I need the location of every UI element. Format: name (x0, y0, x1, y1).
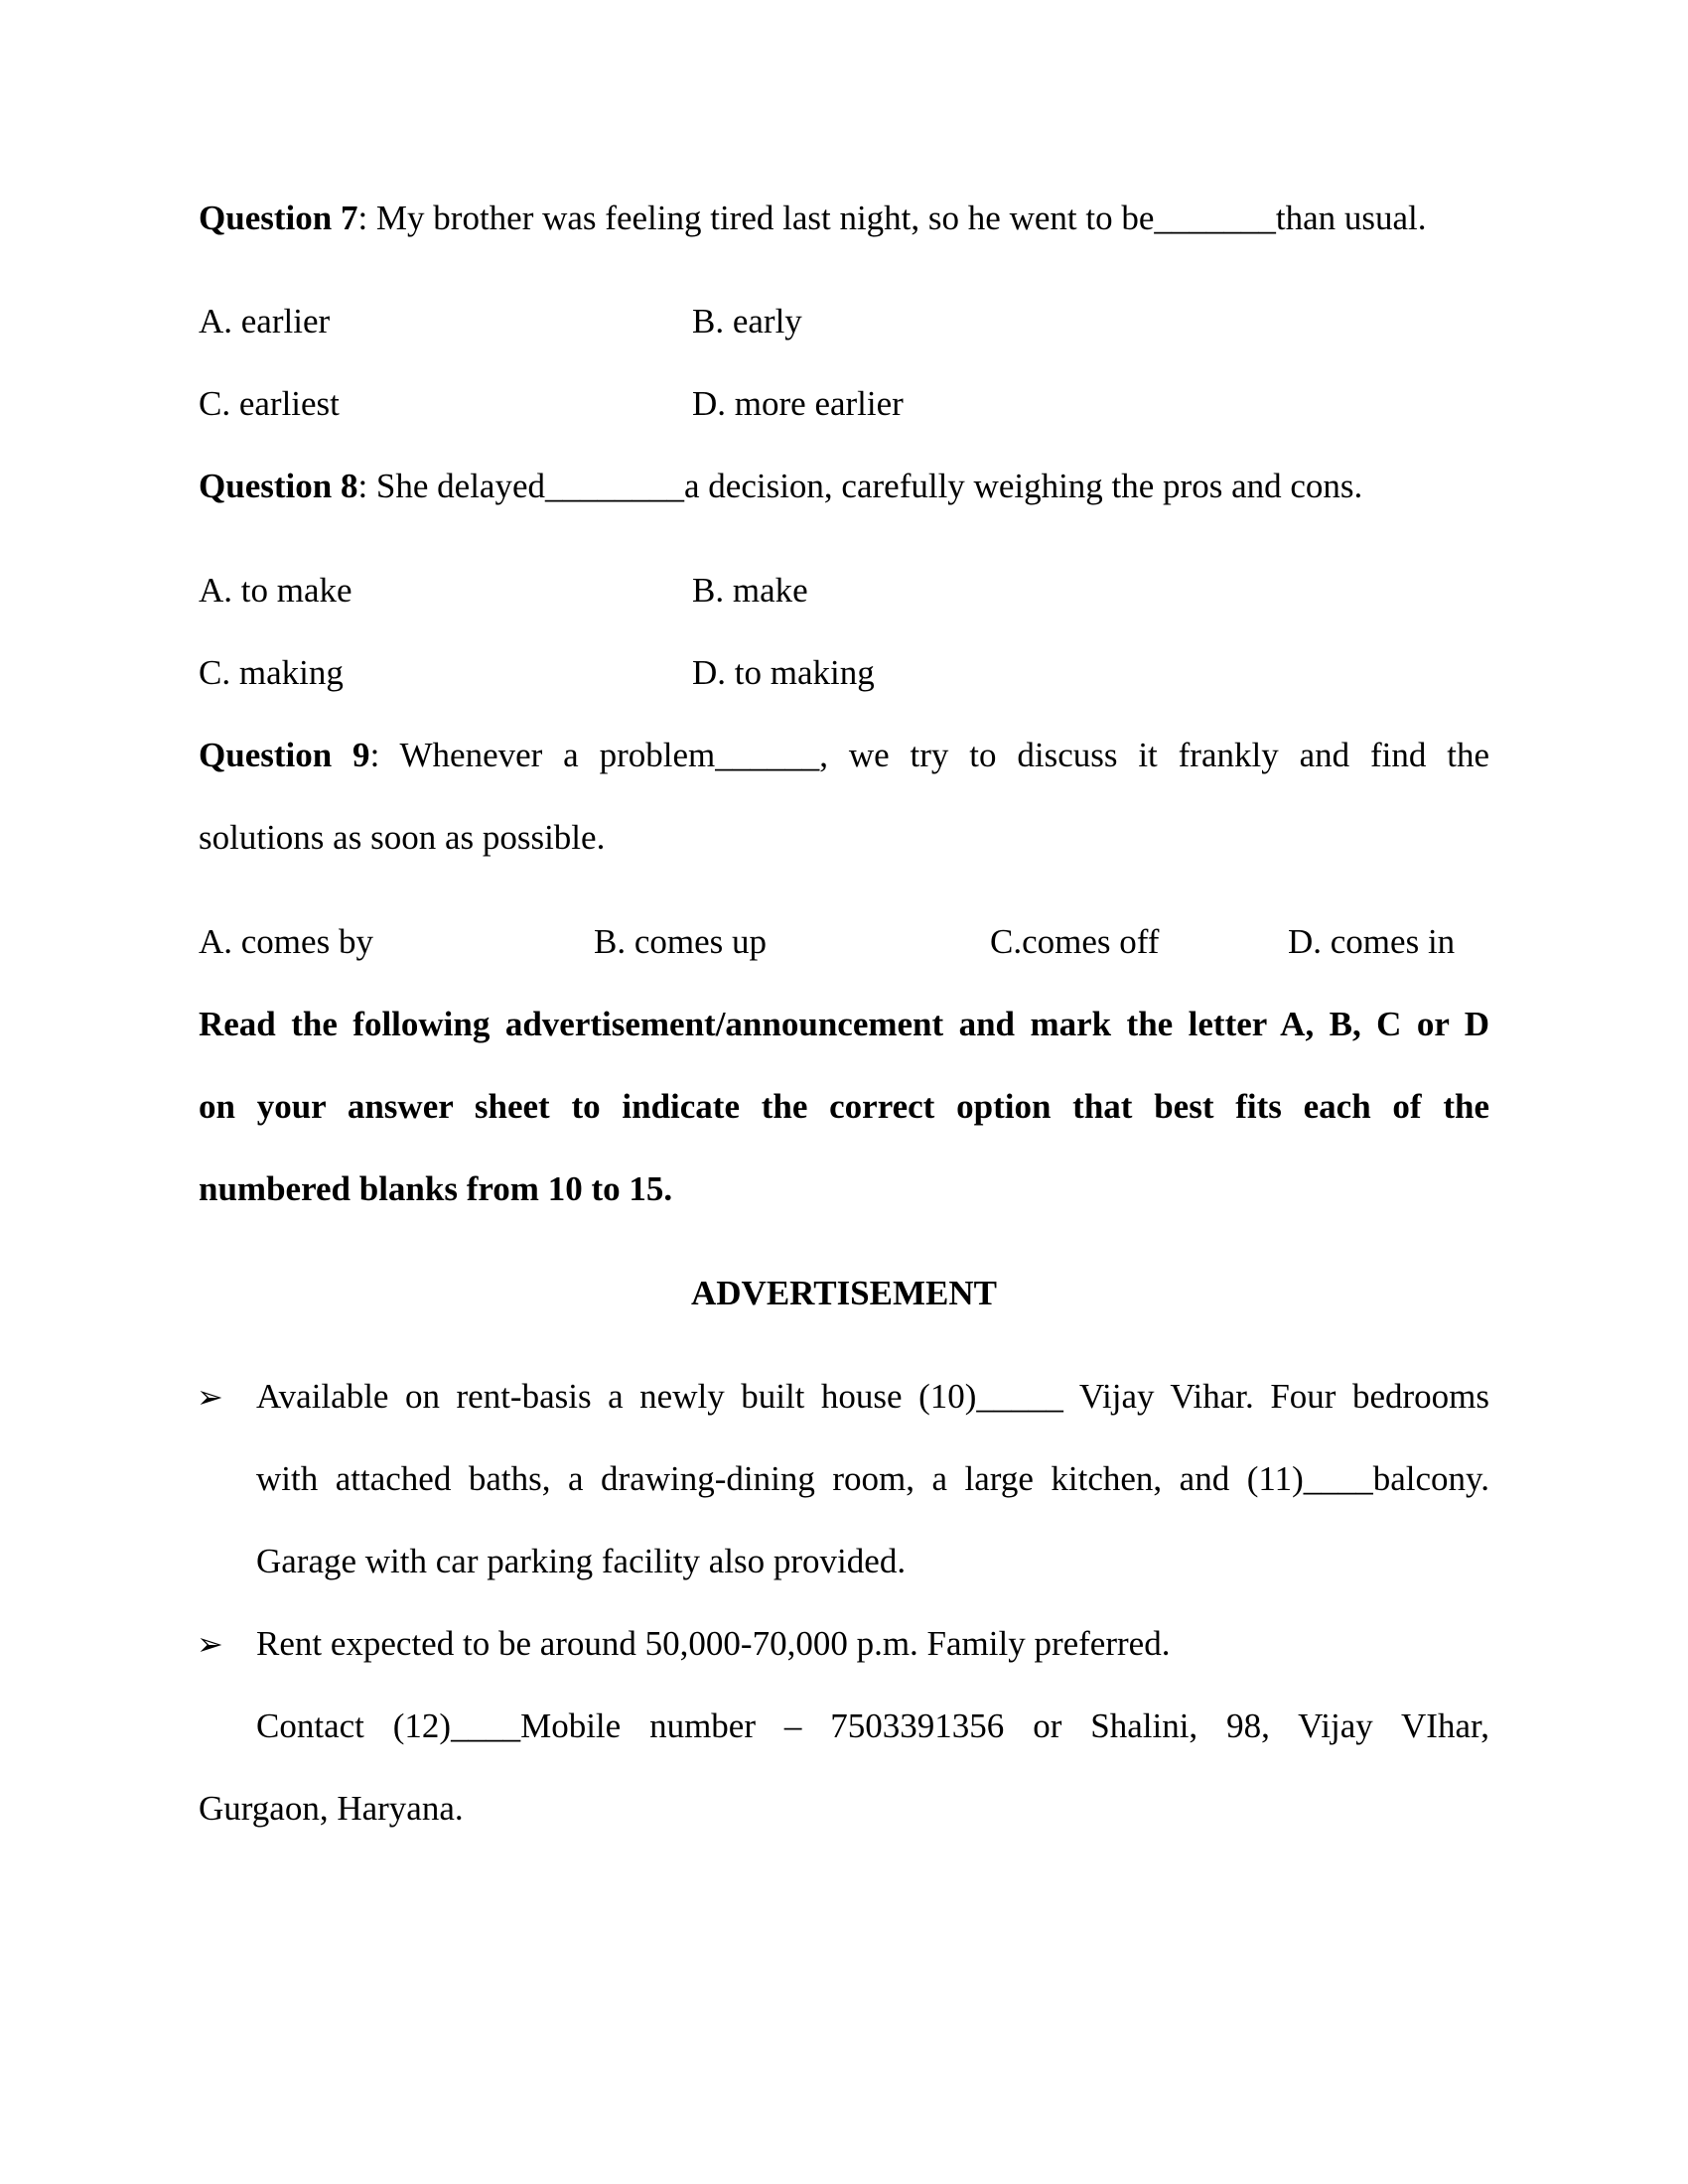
question-7-label: Question 7 (199, 199, 358, 237)
advertisement-title: ADVERTISEMENT (691, 1274, 997, 1312)
question-8 (199, 465, 1489, 508)
ad-item-2-line-1: Rent expected to be around 50,000-70,000 p.m. Family preferred. (256, 1624, 1171, 1663)
q8-option-b: B. make (692, 571, 808, 610)
question-9-text-line1: : Whenever a problem______, we try to discuss it frankly and find the (369, 736, 1489, 774)
q9-option-c: C.comes off (990, 922, 1160, 961)
instruction-line-3: numbered blanks from 10 to 15. (199, 1169, 673, 1208)
q7-option-a: A. earlier (199, 302, 331, 341)
ad-item-1-line-2: with attached baths, a drawing-dining room, a large kitchen, and (11)____balcony. (256, 1459, 1489, 1498)
q9-option-b: B. comes up (594, 922, 768, 961)
instruction-line-2: on your answer sheet to indicate the correct option that best fits each of the (199, 1087, 1489, 1126)
question-9-label: Question 9 (199, 736, 370, 774)
bullet-arrow-icon: ➢ (197, 1378, 223, 1416)
q9-option-d: D. comes in (1288, 922, 1456, 961)
q9-option-a: A. comes by (199, 922, 373, 961)
ad-contact-line-1: Contact (12)____Mobile number – 7503391356 or Shalini, 98, Vijay VIhar, (256, 1706, 1489, 1745)
question-8-text: : She delayed________a decision, carefully weighing the pros and cons. (357, 467, 1363, 505)
question-7-text: : My brother was feeling tired last night, so he went to be_______than usual. (357, 199, 1427, 237)
ad-contact-line-2: Gurgaon, Haryana. (199, 1789, 464, 1828)
q7-option-d: D. more earlier (692, 384, 904, 423)
question-7 (199, 197, 1489, 240)
q7-option-b: B. early (692, 302, 802, 341)
q8-option-c: C. making (199, 653, 344, 692)
q8-option-a: A. to make (199, 571, 352, 610)
question-9-text-line2: solutions as soon as possible. (199, 818, 606, 857)
ad-item-1-line-3: Garage with car parking facility also provided. (256, 1542, 907, 1580)
ad-item-1-line-1: Available on rent-basis a newly built house (10)_____ Vijay Vihar. Four bedrooms (256, 1377, 1489, 1416)
q7-option-c: C. earliest (199, 384, 340, 423)
question-8-label: Question 8 (199, 467, 358, 505)
bullet-arrow-icon: ➢ (197, 1625, 223, 1663)
q8-option-d: D. to making (692, 653, 875, 692)
instruction-line-1: Read the following advertisement/announcement and mark the letter A, B, C or D (199, 1005, 1489, 1043)
question-9 (199, 734, 1489, 777)
